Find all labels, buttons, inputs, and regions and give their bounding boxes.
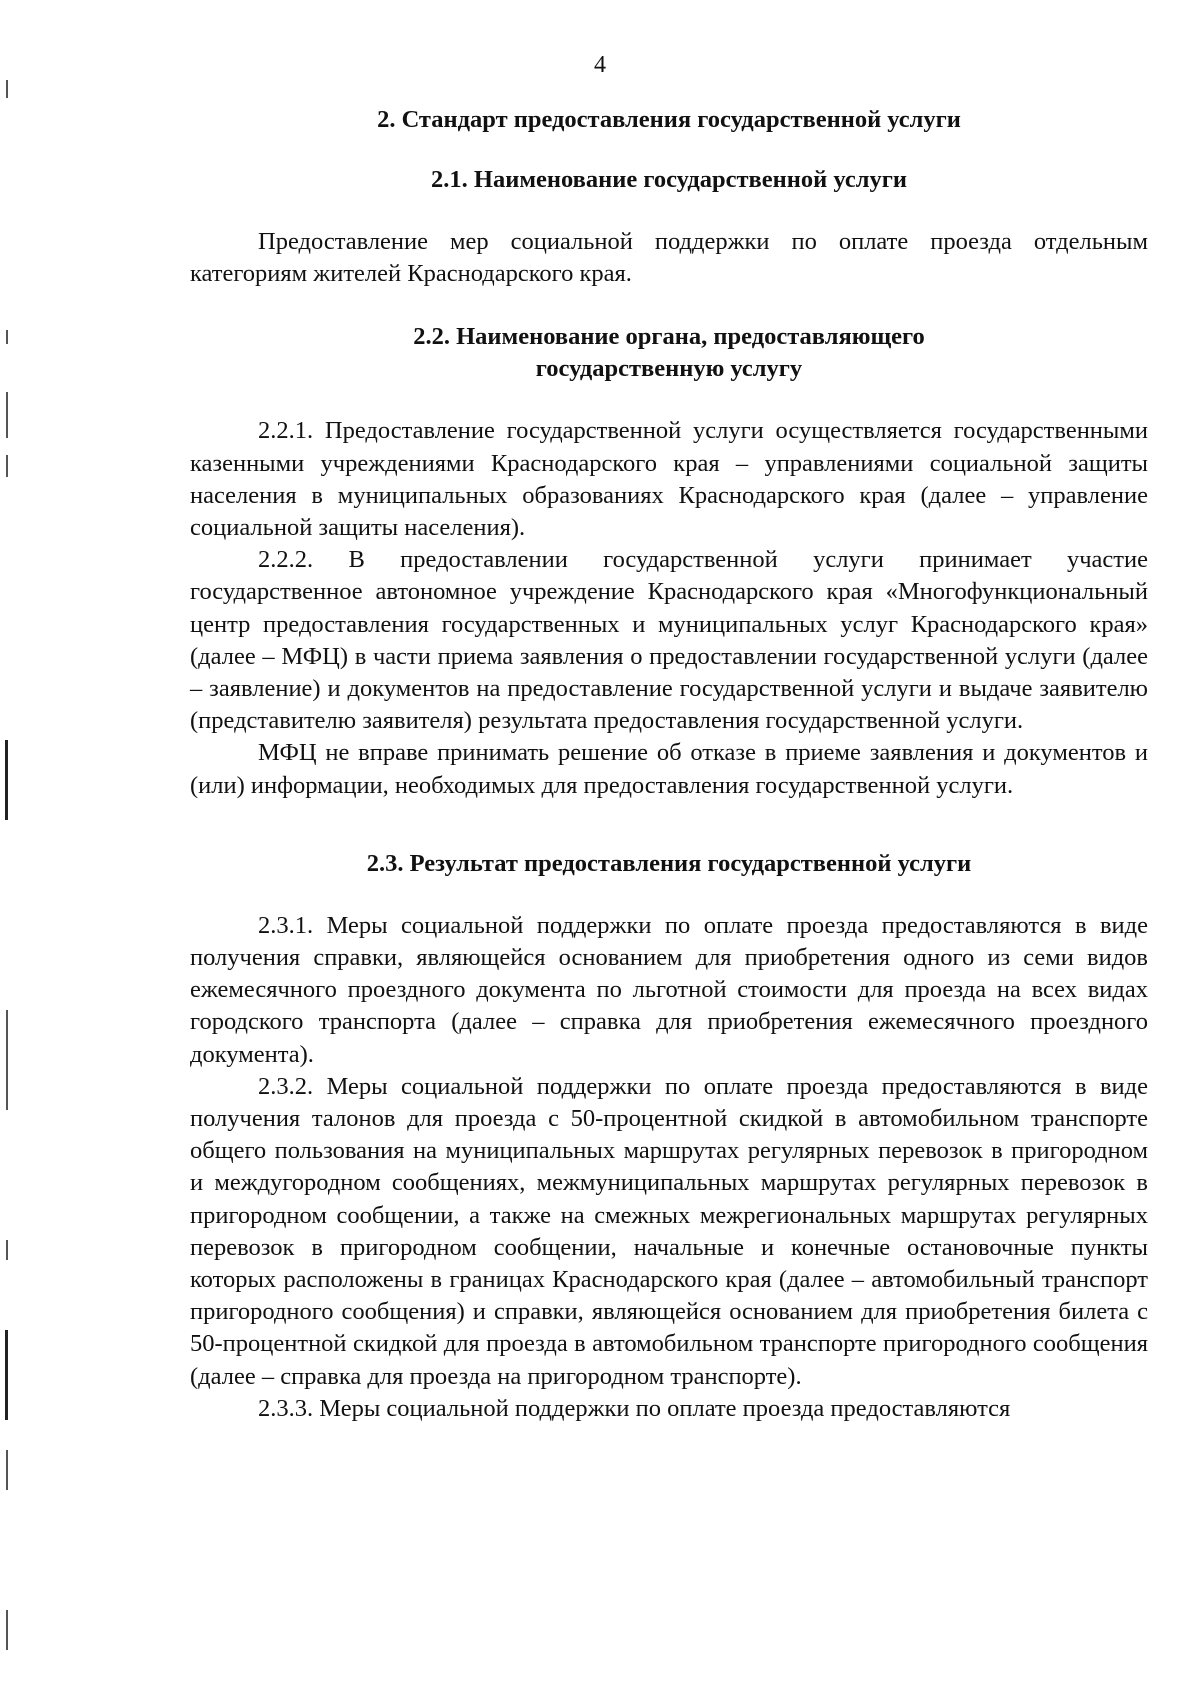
paragraph-mfc-restriction: МФЦ не вправе принимать решение об отказе в приеме заявления и документов и (или) информации, необходимых для предоставления государственной услуги.	[190, 739, 1148, 799]
paragraph-2-3-3: 2.3.3. Меры социальной поддержки по оплате проезда предоставляются	[258, 1394, 1011, 1422]
page-number: 4	[594, 52, 606, 78]
subsection-2-2-title	[190, 321, 1148, 385]
paragraph-2-3-2: 2.3.2. Меры социальной поддержки по оплате проезда предоставляются в виде получения талонов для проезда с 50-процентной скидкой в автомобильном транспорте общего пользования на муниципальных маршрутах регулярных перевозок в пригородном и междугородном сообщениях, межмуниципальных маршрутах регулярных перевозок в пригородном сообщении, а также на смежных межрегиональных маршрутах регулярных перевозок в пригородном сообщении, начальные и конечные остановочные пункты которых расположены в границах Краснодарского края (далее – автомобильный транспорт пригородного сообщения) и справки, являющейся основанием для приобретения билета с 50-процентной скидкой для проезда в автомобильном транспорте пригородного сообщения (далее – справка для проезда на пригородном транспорте).	[190, 1072, 1148, 1390]
subsection-2-3-title: 2.3. Результат предоставления государственной услуги	[366, 849, 972, 877]
paragraph-2-2-1: 2.2.1. Предоставление государственной услуги осуществляется государственными казенными учреждениями Краснодарского края – управлениями социальной защиты населения в муниципальных образованиях Краснодарского края (далее – управление социальной защиты населения).	[190, 417, 1148, 542]
document-body	[190, 104, 1148, 1425]
paragraph-2-3-1: 2.3.1. Меры социальной поддержки по оплате проезда предоставляются в виде получения справки, являющейся основанием для приобретения одного из семи видов ежемесячного проездного документа по льготной стоимости для проезда на всех видах городского транспорта (далее – справка для приобретения ежемесячного проездного документа).	[190, 911, 1148, 1068]
section-title: 2. Стандарт предоставления государственной услуги	[377, 106, 961, 133]
subsection-2-2-title-line2: государственную услугу	[535, 355, 803, 383]
subsection-2-2-title-line1: 2.2. Наименование органа, предоставляющего	[413, 323, 925, 351]
scan-edge-artifacts	[0, 0, 26, 1697]
paragraph-2-1: Предоставление мер социальной поддержки по оплате проезда отдельным категориям жителей Краснодарского края.	[190, 228, 1148, 288]
paragraph-2-2-2: 2.2.2. В предоставлении государственной услуги принимает участие государственное автономное учреждение Краснодарского края «Многофункциональный центр предоставления государственных и муниципальных услуг Краснодарского края» (далее – МФЦ) в части приема заявления о предоставлении государственной услуги (далее – заявление) и документов на предоставление государственной услуги и выдаче заявителю (представителю заявителя) результата предоставления государственной услуги.	[190, 546, 1148, 735]
subsection-2-1-title: 2.1. Наименование государственной услуги	[431, 166, 907, 193]
